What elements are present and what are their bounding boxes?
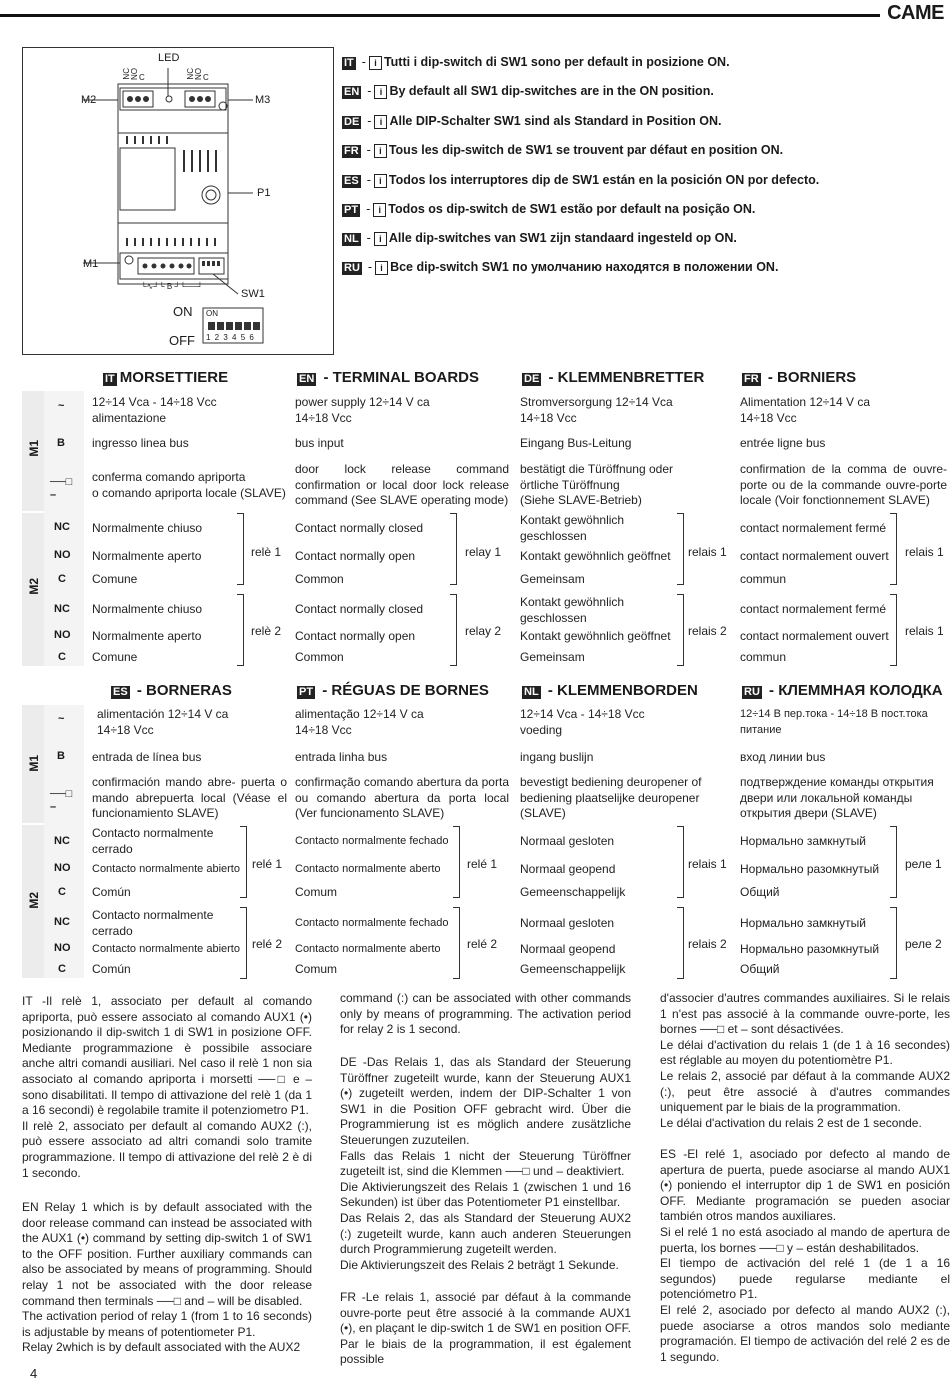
t1-en-power: power supply 12÷14 V ca 14÷18 Vcc — [295, 395, 430, 425]
t2-nl-no1: Normaal geopend — [520, 862, 616, 876]
relay-label-c1: C — [139, 73, 145, 82]
terminal-c1: C — [58, 573, 66, 585]
bracket — [240, 826, 247, 898]
t2-pt-no2: Contacto normalmente aberto — [295, 943, 441, 955]
t2-ru-c2: Общий — [740, 962, 780, 976]
t2-nl-power: 12÷14 Vca - 14÷18 Vcc voeding — [520, 707, 645, 737]
note-de: DE - i Alle DIP-Schalter SW1 sind als Standard in Position ON. — [344, 114, 722, 128]
t2-ru-relay2: реле 2 — [905, 937, 942, 951]
t2-nl-door: bevestigt bediening deuropener of bediening plaatselijke deuropener (SLAVE) — [520, 775, 702, 820]
m1-terminal-legend: └∿┘└ B ┘└──┘ — [141, 282, 203, 291]
page-number: 4 — [30, 1366, 38, 1381]
t1-it-c1: Comune — [92, 572, 138, 586]
bracket — [453, 826, 460, 898]
t2-ru-nc2: Нормально замкнутый — [740, 916, 866, 930]
terminal-b: B — [57, 437, 65, 449]
t2-ru-c1: Общий — [740, 885, 780, 899]
terminal-door-icon: ──□ – — [50, 476, 73, 501]
info-icon: i — [374, 174, 387, 188]
t1-en-relay2: relay 2 — [465, 624, 502, 638]
table2-title-ru: RU - КЛЕММНАЯ КОЛОДКА — [744, 682, 943, 699]
table1-title-fr: FR - BORNIERS — [744, 369, 857, 386]
t1-de-no1: Kontakt gewöhnlich geöffnet — [520, 549, 671, 563]
table1-title-it: IT MORSETTIERE — [105, 369, 229, 386]
terminal-c2: C — [58, 651, 66, 663]
t2-ru-no2: Нормально разомкнутый — [740, 942, 880, 956]
bracket — [677, 907, 684, 979]
m1-label: M1 — [83, 258, 99, 270]
t2-es-c2: Común — [92, 962, 131, 976]
m2-label: M2 — [81, 94, 97, 106]
group-label-m2: M2 — [27, 892, 41, 909]
table1-title-en: EN - TERMINAL BOARDS — [299, 369, 480, 386]
bracket — [677, 513, 684, 585]
t2-es-nc1: Contacto normalmente cerrado — [92, 826, 214, 856]
t2-pt-nc2: Contacto normalmente fechado — [295, 917, 449, 929]
t1-fr-nc2: contact normalement fermé — [740, 602, 887, 616]
para-it: IT -Il relè 1, associato per default al comando apriporta, può essere associato al comando AUX1 (•) posizionando il dip-switch 1 di SW1 in posizione OFF. Mediante programmazione è possibile associare anche altri comandi ausiliari. Nel caso il relè 1 non sia associato al comando apriporta i morsetti ──□ e – sono disabilitati. Il tempo di attivazione del relè 1 (da 1 a 16 secondi) è regolabile tramite il potenziometro P1. Il relè 2, associato per default al comando AUX2 (:), può essere associato ad altri comandi solo tramite programmazione. Il tempo di attivazione del relè 2 è di 1 secondo. — [22, 994, 312, 1180]
t2-nl-c1: Gemeenschappelijk — [520, 885, 626, 899]
relay-label-c2: C — [203, 73, 209, 82]
t2-es-no2: Contacto normalmente abierto — [92, 943, 240, 955]
t1-en-no2: Contact normally open — [295, 629, 416, 643]
t1-fr-no2: contact normalement ouvert — [740, 629, 889, 643]
t1-it-bus: ingresso linea bus — [92, 436, 189, 450]
table2-title-pt: PT - RÉGUAS DE BORNES — [299, 682, 489, 699]
t1-it-nc2: Normalmente chiuso — [92, 602, 203, 616]
t2-es-door: confirmación mando abre- puerta o mando abrepuerta local (Véase el funcionamiento SLAVE) — [92, 775, 287, 820]
para-fr-cont: d'associer d'autres commandes auxiliaires. Si le relais 1 n'est pas associé à la commande ouvre-porte, les bornes ──□ et – sont désactivées. Le délai d'activation du relais 1 (de 1 à 16 secondes) est réglable au moyen du potentiomètre P1. Le relais 2, associé par défaut à la commande AUX2 (:), peut être associé à d'autres commandes uniquement par le biais de la programmation. Le délai d'activation du relais 2 est de 1 seconde. — [660, 991, 950, 1130]
terminal-ac-icon: ~ — [58, 400, 65, 412]
t2-ru-power: 12÷14 В пер.тока - 14÷18 В пост.тока питание — [740, 708, 928, 736]
t2-pt-door: confirmação comando abertura da porta ou comando abertura da porta local (Ver funcionamento SLAVE) — [295, 775, 509, 820]
p1-label: P1 — [257, 187, 271, 199]
t2-pt-relay1: relé 1 — [467, 857, 498, 871]
bracket — [450, 513, 457, 585]
t2-ru-door: подтверждение команды открытия двери или локальной команды открытия двери (SLAVE) — [740, 775, 934, 820]
bracket — [890, 594, 897, 666]
t1-fr-relay1: relais 1 — [905, 545, 944, 559]
info-icon: i — [374, 144, 387, 158]
terminal-c1: C — [58, 886, 66, 898]
t2-pt-no1: Contacto normalmente aberto — [295, 863, 441, 875]
t1-fr-bus: entrée ligne bus — [740, 436, 826, 450]
t2-nl-c2: Gemeenschappelijk — [520, 962, 626, 976]
t1-de-door: bestätigt die Türöffnung oder örtliche Türöffnung (Siehe SLAVE-Betrieb) — [520, 462, 673, 507]
t2-pt-power: alimentação 12÷14 V ca 14÷18 Vcc — [295, 707, 424, 737]
info-icon: i — [374, 115, 387, 129]
terminal-nc2: NC — [54, 916, 70, 928]
terminal-door-icon: ──□ – — [50, 788, 73, 813]
t2-nl-no2: Normaal geopend — [520, 942, 616, 956]
t1-de-c1: Gemeinsam — [520, 572, 585, 586]
brand-logo: CAME — [887, 2, 944, 24]
t2-es-relay1: relé 1 — [252, 857, 283, 871]
note-es: ES - i Todos los interruptores dip de SW1 están en la posición ON por defecto. — [344, 173, 820, 187]
t1-de-power: Stromversorgung 12÷14 Vca 14÷18 Vcc — [520, 395, 673, 425]
on-label: ON — [173, 304, 193, 319]
info-icon: i — [369, 56, 382, 70]
table1-title-de: DE - KLEMMENBRETTER — [524, 369, 705, 386]
t1-en-nc1: Contact normally closed — [295, 521, 424, 535]
bracket — [237, 513, 244, 585]
relay-label-no2: NO — [194, 68, 203, 80]
t1-fr-relay2: relais 1 — [905, 624, 944, 638]
bracket — [890, 826, 897, 898]
t2-pt-bus: entrada linha bus — [295, 750, 388, 764]
switch-on-label: ON — [206, 309, 218, 318]
terminal-nc1: NC — [54, 521, 70, 533]
t2-nl-relay2: relais 2 — [688, 937, 727, 951]
para-en-cont: command (:) can be associated with other commands only by means of programming. The activation period for relay 2 is 1 second. — [340, 991, 631, 1037]
group-label-m2: M2 — [27, 578, 41, 595]
t2-ru-bus: вход линии bus — [740, 750, 826, 764]
t1-de-no2: Kontakt gewöhnlich geöffnet — [520, 629, 671, 643]
t2-es-c1: Común — [92, 885, 131, 899]
t1-en-c2: Common — [295, 650, 344, 664]
t1-de-nc1: Kontakt gewöhnlich geschlossen — [520, 513, 625, 543]
t2-nl-nc1: Normaal gesloten — [520, 834, 615, 848]
t1-it-relay2: relè 2 — [251, 624, 282, 638]
t2-ru-relay1: реле 1 — [905, 857, 942, 871]
group-label-m1: M1 — [27, 440, 41, 457]
t2-pt-relay2: relé 2 — [467, 937, 498, 951]
off-label: OFF — [169, 333, 195, 348]
t2-ru-no1: Нормально разомкнутый — [740, 862, 880, 876]
terminal-no1: NO — [54, 862, 71, 874]
terminal-no2: NO — [54, 942, 71, 954]
t1-en-door: door lock release command confirmation or local door lock release command (See SLAVE operating mode) — [295, 462, 509, 507]
terminal-no2: NO — [54, 629, 71, 641]
t2-es-no1: Contacto normalmente abierto — [92, 863, 240, 875]
t1-fr-c2: commun — [740, 650, 787, 664]
para-fr: FR -Le relais 1, associé par défaut à la commande ouvre-porte peut être associé à la commande AUX1 (•), en plaçant le dip-switch 1 de SW1 en position OFF. Par le biais de la programmation, il est également possible — [340, 1290, 631, 1367]
t1-en-c1: Common — [295, 572, 344, 586]
t1-it-nc1: Normalmente chiuso — [92, 521, 203, 535]
note-ru: RU - i Все dip-switch SW1 по умолчанию находятся в положении ON. — [344, 260, 779, 274]
bracket — [453, 907, 460, 979]
t1-it-power: 12÷14 Vca - 14÷18 Vcc alimentazione — [92, 395, 217, 425]
note-pt: PT - i Todos os dip-switch de SW1 estão por default na posição ON. — [344, 202, 756, 216]
bracket — [677, 594, 684, 666]
note-en: EN - i By default all SW1 dip-switches are in the ON position. — [344, 84, 714, 98]
m3-label: M3 — [255, 94, 271, 106]
relay-label-no1: NO — [130, 68, 139, 80]
para-de: DE -Das Relais 1, das als Standard der Steuerung Türöffner zugeteilt wurde, kann der Steuerung AUX1 (•) zugeteilt werden, indem der DIP-Schalter 1 von SW1 in die Position OFF gebracht wird. Über die Programmierung ist es möglich andere zusätzliche Steuerungen zuzuteilen. Falls das Relais 1 nicht der Steuerung Türöffner zugeteilt ist, sind die Klemmen ──□ und – deaktiviert. Die Aktivierungszeit des Relais 1 (zwischen 1 und 16 Sekunden) ist über das Potentiometer P1 einstellbar. Das Relais 2, das als Standard der Steuerung AUX2 (:) zugeteilt wurde, kann auch anderen Steuerungen durch Programmierung zugeteilt werden. Die Aktivierungszeit des Relais 2 beträgt 1 Sekunde. — [340, 1055, 631, 1272]
bracket — [450, 594, 457, 666]
para-es: ES -El relé 1, asociado por defecto al mando de apertura de puerta, puede asociarse al mando AUX1 (•) poniendo el interruptor dip 1 de SW1 en posición OFF. Mediante programación se pueden asociar también otros mandos auxiliares. Si el relé 1 no está asociado al mando de apertura de puerta, los bornes ──□ y – están deshabilitados. El tiempo de activación del relé 1 (de 1 a 16 segundos) puede regularse mediante el potenciómetro P1. El relé 2, asociado por defecto al mando AUX2 (:), puede asociarse a otros mandos solo mediante programación. El tiempo de activación del relé 2 es de 1 segundo. — [660, 1147, 950, 1364]
terminal-nc2: NC — [54, 603, 70, 615]
info-icon: i — [373, 203, 386, 217]
t1-it-no2: Normalmente aperto — [92, 629, 202, 643]
note-it: IT - i Tutti i dip-switch di SW1 sono per default in posizione ON. — [344, 55, 730, 69]
terminal-no1: NO — [54, 549, 71, 561]
terminal-c2: C — [58, 963, 66, 975]
terminal-ac-icon: ~ — [58, 713, 65, 725]
t1-en-bus: bus input — [295, 436, 344, 450]
bracket — [677, 826, 684, 898]
t1-de-relay1: relais 1 — [688, 545, 727, 559]
t1-en-nc2: Contact normally closed — [295, 602, 424, 616]
switch-numbers: 1 2 3 4 5 6 — [206, 333, 255, 342]
t1-it-relay1: relè 1 — [251, 545, 282, 559]
para-en: EN Relay 1 which is by default associated with the door release command can instead be associated with the AUX1 (•) command by setting dip-switch 1 of SW1 to the OFF position. Further auxiliary commands can also be associated by means of programming. Should relay 1 not be associated with the door release command then terminals ──□ and – will be disabled. The activation period of relay 1 (from 1 to 16 seconds) is adjustable by means of potentiometer P1. Relay 2which is by default associated with the AUX2 — [22, 1200, 312, 1355]
t1-de-nc2: Kontakt gewöhnlich geschlossen — [520, 595, 625, 625]
sw1-label: SW1 — [241, 288, 265, 300]
t1-it-no1: Normalmente aperto — [92, 549, 202, 563]
t2-nl-nc2: Normaal gesloten — [520, 916, 615, 930]
t1-it-c2: Comune — [92, 650, 138, 664]
t2-nl-bus: ingang buslijn — [520, 750, 594, 764]
t2-es-relay2: relé 2 — [252, 937, 283, 951]
t2-pt-c2: Comum — [295, 962, 338, 976]
led-label: LED — [158, 52, 180, 64]
t1-de-c2: Gemeinsam — [520, 650, 585, 664]
bracket — [890, 513, 897, 585]
info-icon: i — [374, 232, 387, 246]
t1-fr-no1: contact normalement ouvert — [740, 549, 889, 563]
t2-pt-c1: Comum — [295, 885, 338, 899]
t2-pt-nc1: Contacto normalmente fechado — [295, 835, 449, 847]
bracket — [237, 594, 244, 666]
table2-title-es: ES - BORNERAS — [113, 682, 232, 699]
t1-fr-nc1: contact normalement fermé — [740, 521, 887, 535]
relay-label-nc2: NC — [186, 68, 195, 80]
t2-nl-relay1: relais 1 — [688, 857, 727, 871]
t1-fr-power: Alimentation 12÷14 V ca 14÷18 Vcc — [740, 395, 870, 425]
t2-ru-nc1: Нормально замкнутый — [740, 834, 866, 848]
relay-label-nc1: NC — [122, 68, 131, 80]
bracket — [890, 907, 897, 979]
bracket — [240, 907, 247, 979]
info-icon: i — [375, 261, 388, 275]
terminal-b: B — [57, 750, 65, 762]
t1-de-bus: Eingang Bus-Leitung — [520, 436, 632, 450]
table2-title-nl: NL - KLEMMENBORDEN — [524, 682, 698, 699]
t2-es-bus: entrada de línea bus — [92, 750, 202, 764]
info-icon: i — [374, 85, 387, 99]
t1-en-relay1: relay 1 — [465, 545, 502, 559]
header-rule — [0, 14, 880, 17]
note-fr: FR - i Tous les dip-switch de SW1 se trouvent par défaut en position ON. — [344, 143, 784, 157]
t2-es-power: alimentación 12÷14 V ca 14÷18 Vcc — [97, 707, 229, 737]
note-nl: NL - i Alle dip-switches van SW1 zijn standaard ingesteld op ON. — [344, 231, 737, 245]
t1-fr-door: confirmation de la comma de ouvre-porte ou de la commande ouvre-porte locale (Voir fonctionnement SLAVE) — [740, 462, 947, 507]
t1-it-door: conferma comando apriporta o comando apriporta locale (SLAVE) — [92, 470, 286, 500]
terminal-nc1: NC — [54, 835, 70, 847]
device-diagram — [22, 47, 334, 355]
t1-en-no1: Contact normally open — [295, 549, 416, 563]
group-label-m1: M1 — [27, 755, 41, 772]
t1-fr-c1: commun — [740, 572, 787, 586]
t2-es-nc2: Contacto normalmente cerrado — [92, 908, 214, 938]
t1-de-relay2: relais 2 — [688, 624, 727, 638]
